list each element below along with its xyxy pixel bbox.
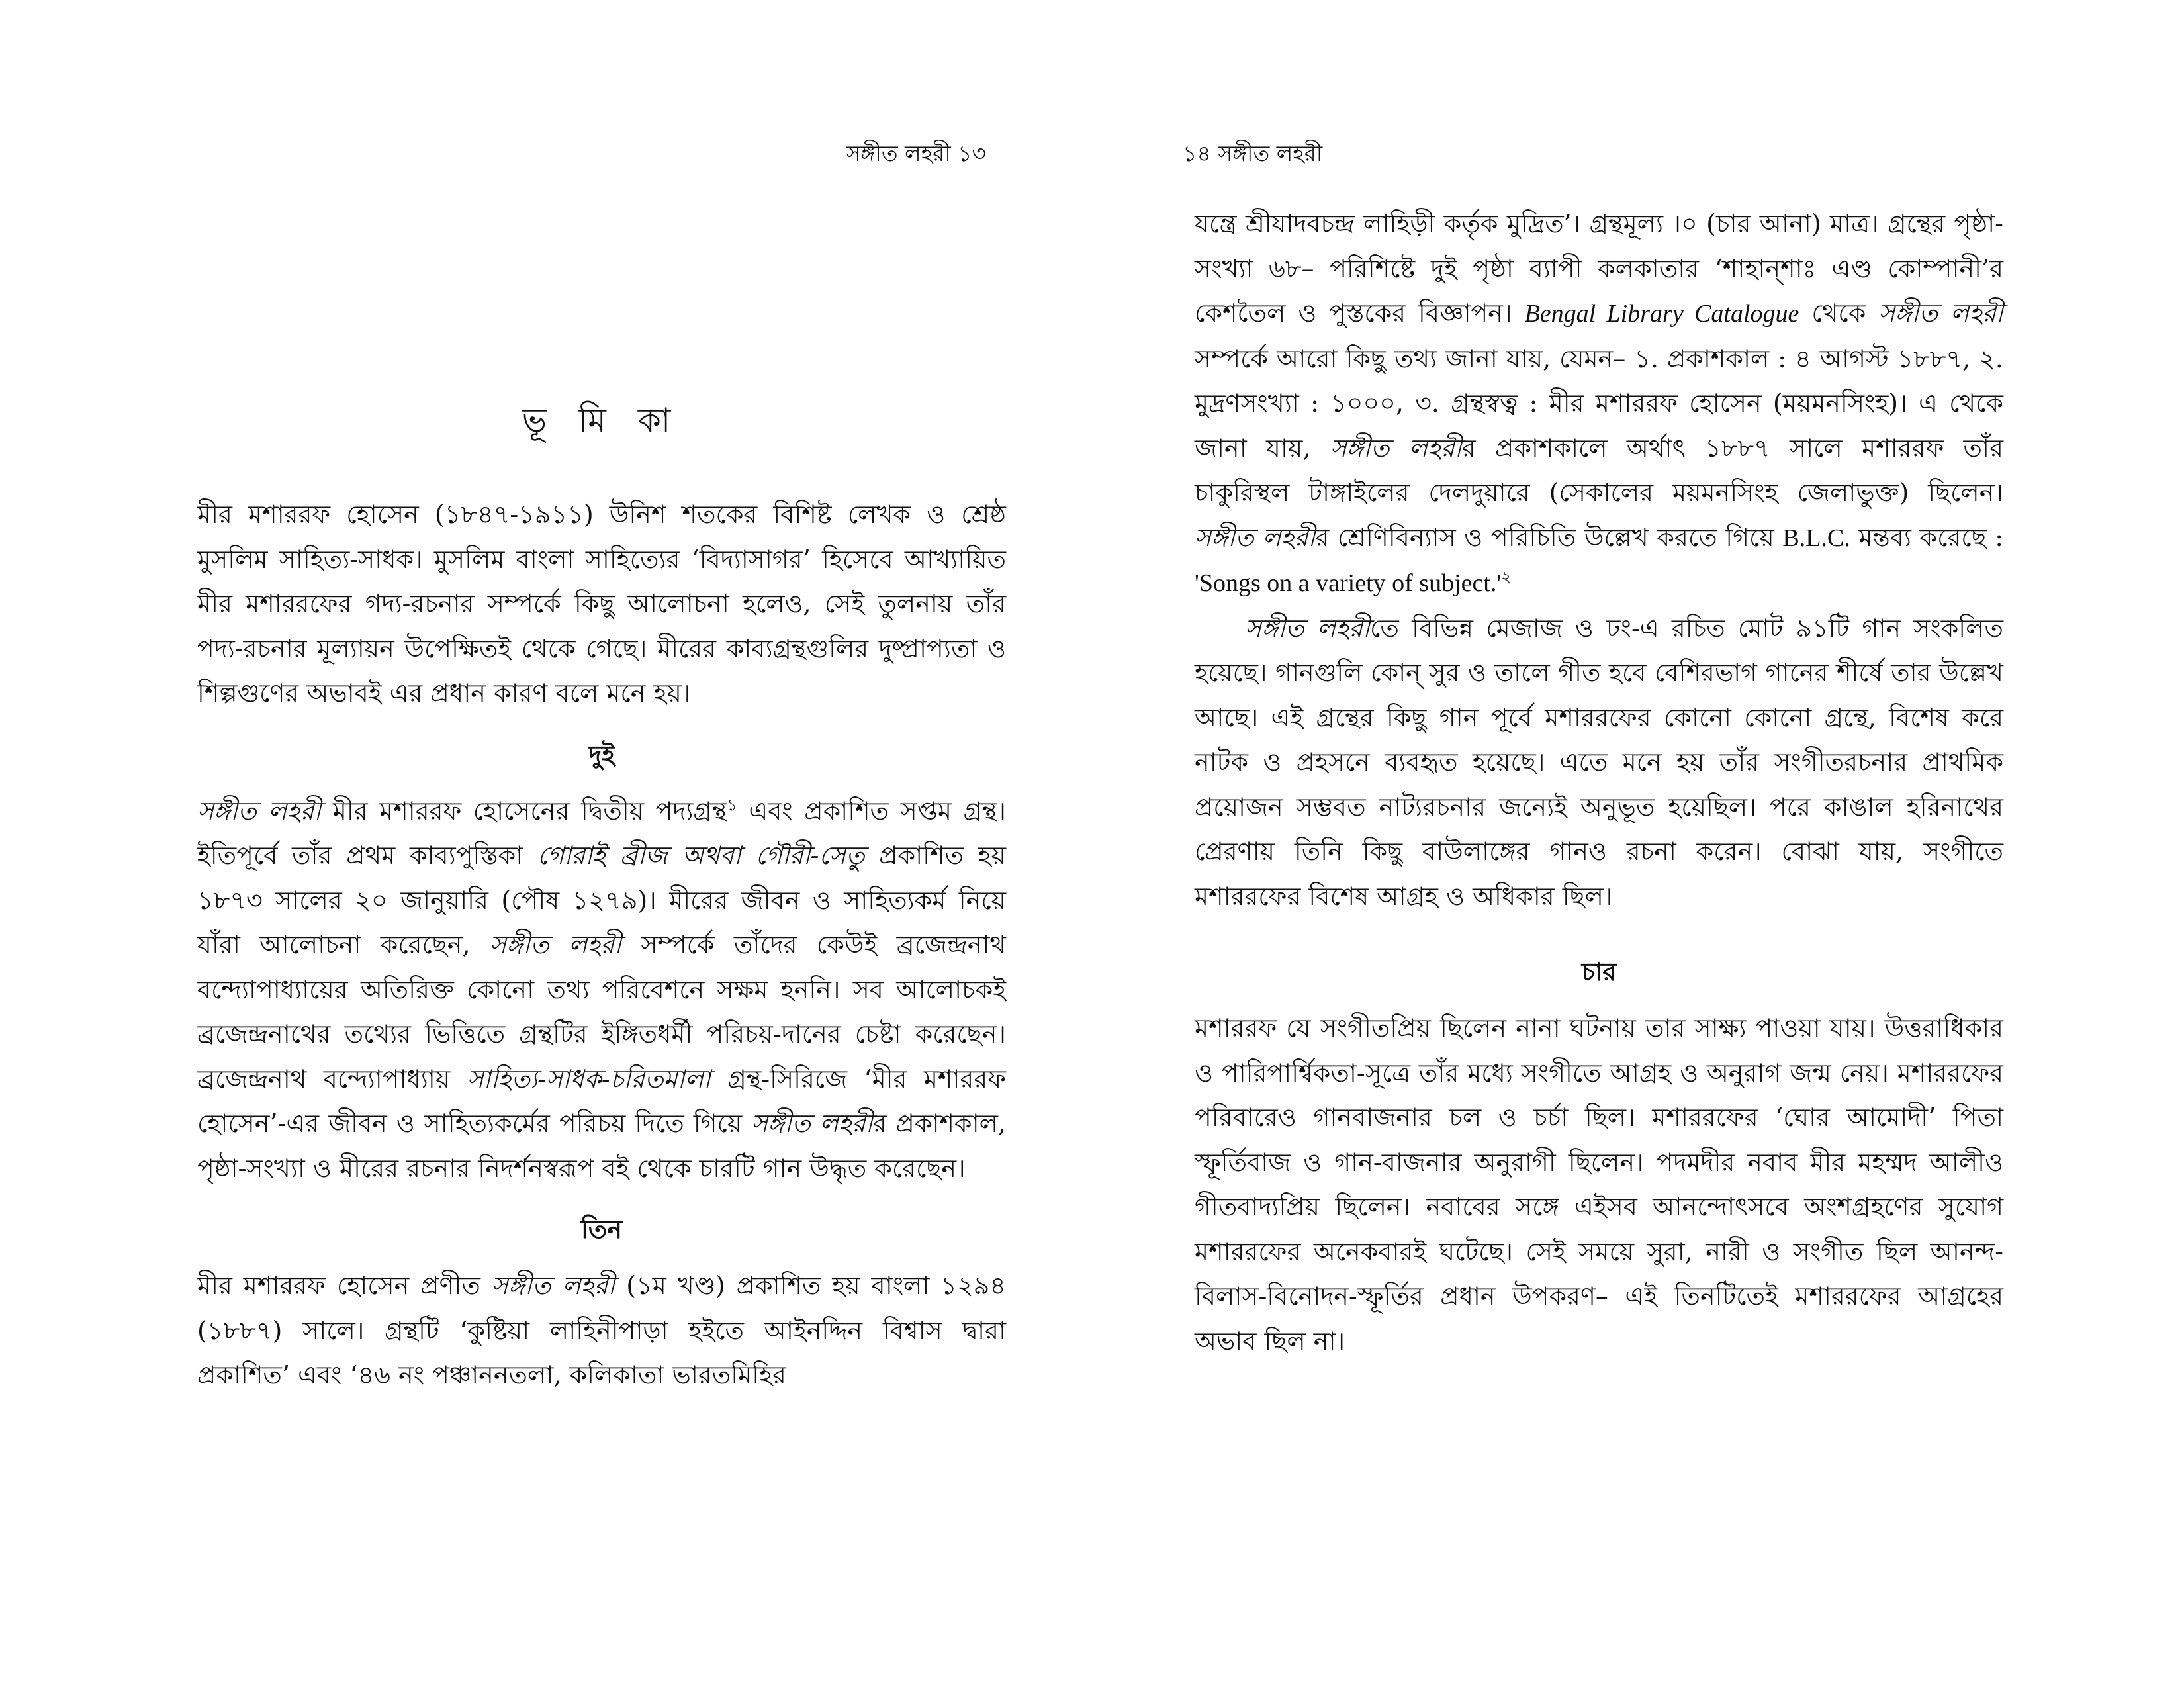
book-title-italic: গোরাই ব্রীজ অথবা গৌরী-সেতু xyxy=(537,841,865,870)
book-title-italic: সঙ্গীত লহরী xyxy=(491,1271,615,1300)
songs-paragraph: সঙ্গীত লহরীতে বিভিন্ন মেজাজ ও ঢং-এ রচিত মোট ৯১টি গান সংকলিত হয়েছে। গানগুলি কোন্ সুর ও তালে গীত হবে বেশিরভাগ গানের শীর্ষে তার উল্লেখ আছে। এই গ্রন্থের কিছু গান পূর্বে মশাররফের কোনো কোনো গ্রন্থে, বিশেষ করে নাটক ও প্রহসনে ব্যবহৃত হয়েছে। এতে মনে হয় তাঁর সংগীতরচনার প্রাথমিক প্রয়োজন সম্ভবত নাট্যরচনার জন্যেই অনুভূত হয়েছিল। পরে কাঙাল হরিনাথের প্রেরণায় তিনি কিছু বাউলাঙ্গের গানও রচনা করেন। বোঝা যায়, সংগীতে মশাররফের বিশেষ আগ্রহ ও অধিকার ছিল। xyxy=(1195,613,2003,911)
book-title-italic: সঙ্গীত লহরী xyxy=(1878,299,2003,328)
left-text-column xyxy=(197,391,1006,1398)
english-quote: 'Songs on a variety of subject.' xyxy=(1195,569,1502,597)
section-heading-two: দুই xyxy=(588,739,615,769)
book-title-italic: সঙ্গীত লহরী xyxy=(1245,613,1370,643)
continuation-paragraph: যন্ত্রে শ্রীযাদবচন্দ্র লাহিড়ী কর্তৃক মুদ্রিত’। গ্রন্থমূল্য ।০ (চার আনা) মাত্র। গ্রন্থের পৃষ্ঠা-সংখ্যা ৬৮– পরিশিষ্টে দুই পৃষ্ঠা ব্যাপী কলকাতার ‘শাহান্‌শাঃ এণ্ড কোম্পানী’র কেশতৈল ও পুস্তকের বিজ্ঞাপন। Bengal Library Catalogue থেকে সঙ্গীত লহরী সম্পর্কে আরো কিছু তথ্য জানা যায়, যেমন– ১. প্রকাশকাল : ৪ আগস্ট ১৮৮৭, ২. মুদ্রণসংখ্যা : ১০০০, ৩. গ্রন্থস্বত্ব : মীর মশাররফ হোসেন (ময়মনসিংহ)। এ থেকে জানা যায়, সঙ্গীত লহরীর প্রকাশকালে অর্থাৎ ১৮৮৭ সালে মশাররফ তাঁর চাকুরিস্থল টাঙ্গাইলের দেলদুয়ারে (সেকালের ময়মনসিংহ জেলাভুক্ত) ছিলেন। সঙ্গীত লহরীর শ্রেণিবিন্যাস ও পরিচিতি উল্লেখ করতে গিয়ে B.L.C. মন্তব্য করেছে : 'Songs on a variety of $subject.'^২$ xyxy=(1195,209,2003,597)
section-three-paragraph: মীর মশাররফ হোসেন প্রণীত সঙ্গীত লহরী (১ম খণ্ড) প্রকাশিত হয় বাংলা ১২৯৪ (১৮৮৭) সালে। গ্রন্থটি ‘কুষ্টিয়া লাহিনীপাড়া হইতে আইনদ্দিন বিশ্বাস দ্বারা প্রকাশিত’ এবং ‘৪৬ নং পঞ্চাননতলা, কলিকাতা ভারতমিহির xyxy=(197,1271,1006,1389)
catalogue-title-italic: Bengal Library Catalogue xyxy=(1524,300,1799,328)
section-heading-three: তিন xyxy=(580,1214,623,1244)
book-title-italic: সাহিত্য-সাধক-চরিতমালা xyxy=(467,1064,711,1094)
chapter-title: ভূ মি কা xyxy=(522,401,682,440)
book-title-italic: সঙ্গীত লহরী xyxy=(1330,433,1462,463)
right-page xyxy=(1092,0,2184,1688)
intro-paragraph: মীর মশাররফ হোসেন (১৮৪৭-১৯১১) উনিশ শতকের বিশিষ্ট লেখক ও শ্রেষ্ঠ মুসলিম সাহিত্য-সাধক। মুসলিম বাংলা সাহিত্যের ‘বিদ্যাসাগর’ হিসেবে আখ্যায়িত মীর মশাররফের গদ্য-রচনার সম্পর্কে কিছু আলোচনা হলেও, সেই তুলনায় তাঁর পদ্য-রচনার মূল্যায়ন উপেক্ষিতই থেকে গেছে। মীরের কাব্যগ্রন্থগুলির দুষ্প্রাপ্যতা ও শিল্পগুণের অভাবই এর প্রধান কারণ বলে মনে হয়। xyxy=(197,500,1006,708)
book-title-italic: সঙ্গীত লহরী xyxy=(489,930,622,959)
footnote-ref: ১ xyxy=(727,795,737,814)
book-title-italic: সঙ্গীত লহরী xyxy=(1195,522,1316,552)
running-head-right: ১৪ সঙ্গীত লহরী xyxy=(1183,140,1323,166)
section-two-paragraph: সঙ্গীত লহরী মীর মশাররফ হোসেনের দ্বিতীয় পদ্যগ্রন্থ$^১$ এবং প্রকাশিত সপ্তম গ্রন্থ। ইতিপূর্বে তাঁর প্রথম কাব্যপুস্তিকা গোরাই ব্রীজ অথবা গৌরী-সেতু প্রকাশিত হয় ১৮৭৩ সালের ২০ জানুয়ারি (পৌষ ১২৭৯)। মীরের জীবন ও সাহিত্যকর্ম নিয়ে যাঁরা আলোচনা করেছেন, সঙ্গীত লহরী সম্পর্কে তাঁদের কেউই ব্রজেন্দ্রনাথ বন্দ্যোপাধ্যায়ের অতিরিক্ত কোনো তথ্য পরিবেশনে সক্ষম হননি। সব আলোচকই ব্রজেন্দ্রনাথের তথ্যের ভিত্তিতে গ্রন্থটির ইঙ্গিতধর্মী পরিচয়-দানের চেষ্টা করেছেন। ব্রজেন্দ্রনাথ বন্দ্যোপাধ্যায় সাহিত্য-সাধক-চরিতমালা গ্রন্থ-সিরিজে ‘মীর মশাররফ হোসেন’-এর জীবন ও সাহিত্যকর্মের পরিচয় দিতে গিয়ে সঙ্গীত লহরীর প্রকাশকাল, পৃষ্ঠা-সংখ্যা ও মীরের রচনার নিদর্শনস্বরূপ বই থেকে চারটি গান উদ্ধৃত করেছেন। xyxy=(197,795,1007,1183)
book-title-italic: সঙ্গীত লহরী xyxy=(197,796,322,825)
section-heading-four: চার xyxy=(1581,957,1617,986)
footnote-ref: ২ xyxy=(1501,567,1512,586)
right-text-column xyxy=(1195,202,2003,1364)
running-head-left: সঙ্গীত লহরী ১৩ xyxy=(846,140,986,166)
book-title-italic: সঙ্গীত লহরী xyxy=(751,1109,873,1138)
section-four-paragraph: মশাররফ যে সংগীতপ্রিয় ছিলেন নানা ঘটনায় তার সাক্ষ্য পাওয়া যায়। উত্তরাধিকার ও পারিপার্শ্বিকতা-সূত্রে তাঁর মধ্যে সংগীতে আগ্রহ ও অনুরাগ জন্ম নেয়। মশাররফের পরিবারেও গানবাজনার চল ও চর্চা ছিল। মশাররফের ‘ঘোর আমোদী’ পিতা স্ফূর্তিবাজ ও গান-বাজনার অনুরাগী ছিলেন। পদমদীর নবাব মীর মহম্মদ আলীও গীতবাদ্যপ্রিয় ছিলেন। নবাবের সঙ্গে এইসব আনন্দোৎসবে অংশগ্রহণের সুযোগ মশাররফের অনেকবারই ঘটেছে। সেই সময়ে সুরা, নারী ও সংগীত ছিল আনন্দ-বিলাস-বিনোদন-স্ফূর্তির প্রধান উপকরণ– এই তিনটিতেই মশাররফের আগ্রহের অভাব ছিল না। xyxy=(1195,1013,2003,1356)
